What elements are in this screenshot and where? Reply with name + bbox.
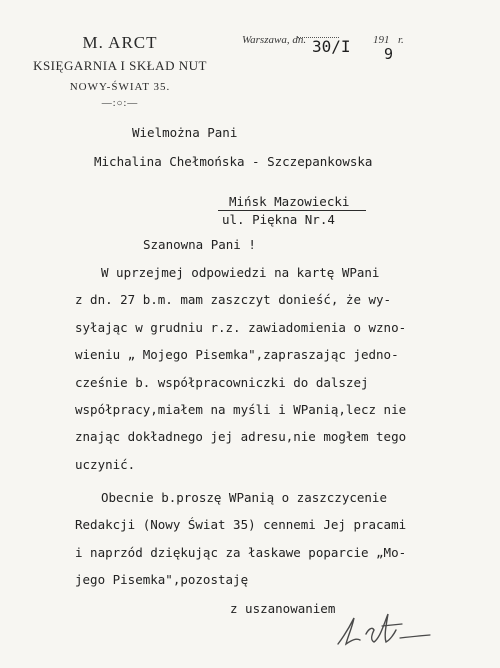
address-street: ul. Piękna Nr.4 [222,212,335,227]
body-line: uczynić. [75,457,136,472]
address-underline [218,210,366,211]
body-line: Redakcji (Nowy Świat 35) cennemi Jej pracami [75,517,407,532]
recipient-name: Michalina Chełmońska - Szczepankowska [94,154,373,169]
handwritten-signature [330,604,440,654]
body-line: W uprzejmej odpowiedzi na kartę WPani [101,265,380,280]
closing: z uszanowaniem [230,601,336,616]
date-typed-day-month: 30/I [312,37,351,56]
letterhead-subtitle: KSIĘGARNIA I SKŁAD NUT [33,58,207,73]
body-line: cześnie b. współpracowniczki do dalszej [75,375,369,390]
address-city: Mińsk Mazowiecki [229,194,350,209]
date-typed-year-digit: 9 [384,45,394,63]
body-line: Obecnie b.proszę WPanią o zaszczycenie [101,490,387,505]
salutation-title: Wielmożna Pani [132,125,238,140]
letterhead-name: M. ARCT [82,33,158,52]
letterhead-ornament: —:○:— [101,98,139,109]
greeting: Szanowna Pani ! [143,237,256,252]
body-line: z dn. 27 b.m. mam zaszczyt donieść, że wy- [75,292,392,307]
letterhead-address: NOWY-ŚWIAT 35. [69,81,171,93]
body-line: znając dokładnego jej adresu,nie mogłem tego [75,429,407,444]
date-printed-suffix: r. [398,34,404,46]
body-line: i naprzód dziękując za łaskawe poparcie „Mo- [75,545,407,560]
body-line: jego Pisemka",pozostaję [75,572,249,587]
body-line: wieniu „ Mojego Pisemka",zapraszając jedno- [75,347,399,362]
body-line: współpracy,miałem na myśli i WPanią,lecz nie [75,402,407,417]
date-printed-prefix: Warszawa, dn. [242,34,307,46]
body-line: syłając w grudniu r.z. zawiadomienia o wzno- [75,320,407,335]
date-printed-year: 191 [373,34,390,46]
